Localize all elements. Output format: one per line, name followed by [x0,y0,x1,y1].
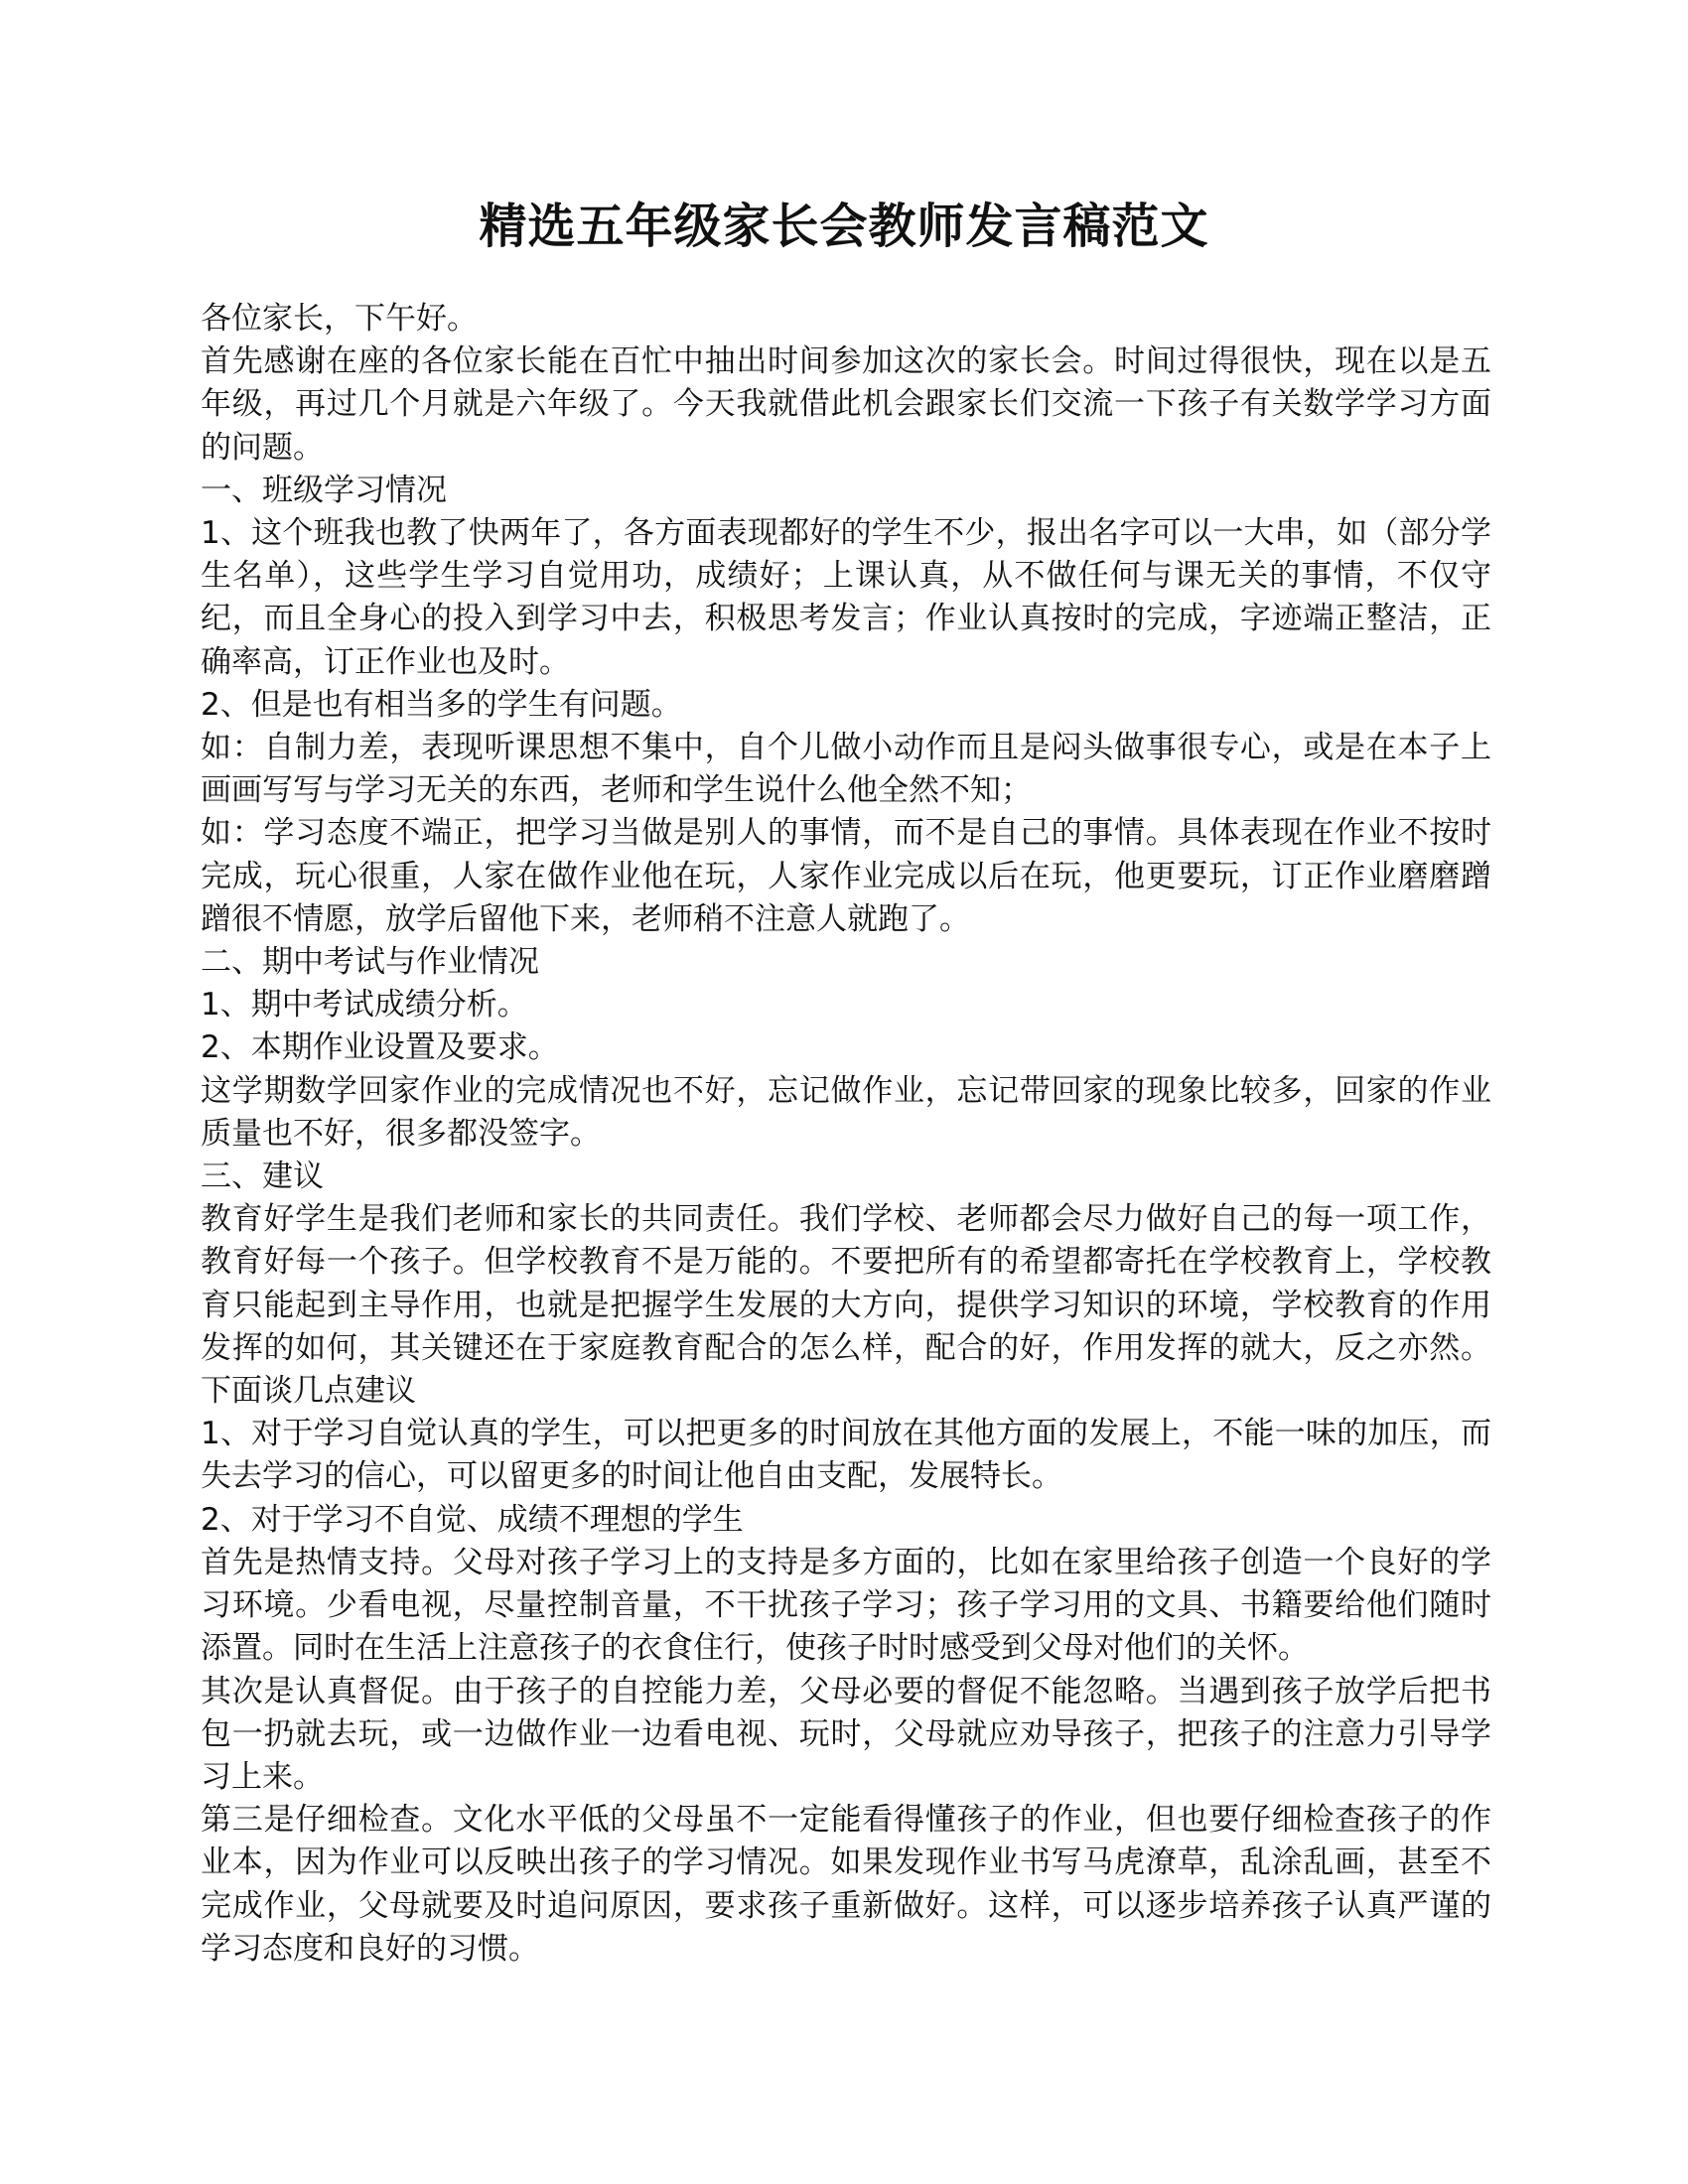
section-heading-class-study: 一、班级学习情况 [201,472,447,508]
body-paragraph: 2、但是也有相当多的学生有问题。 [201,686,682,723]
body-paragraph: 1、期中考试成绩分析。 [201,987,528,1024]
body-paragraph: 其次是认真督促。由于孩子的自控能力差，父母必要的督促不能忽略。当遇到孩子放学后把书包一扔就去玩，或一边做作业一边看电视、玩时，父母就应劝导孩子，把孩子的注意力引导学习上来。 [201,1673,1491,1795]
body-paragraph: 如：自制力差，表现听课思想不集中，自个儿做小动作而且是闷头做事很专心，或是在本子上画画写写与学习无关的东西，老师和学生说什么他全然不知； [201,730,1491,809]
body-paragraph: 第三是仔细检查。文化水平低的父母虽不一定能看得懂孩子的作业，但也要仔细检查孩子的作业本，因为作业可以反映出孩子的学习情况。如果发现作业书写马虎潦草，乱涂乱画，甚至不完成作业，父母就要及时追问原因，要求孩子重新做好。这样，可以逐步培养孩子认真严谨的学习态度和良好的习惯。 [201,1802,1491,1967]
section-heading-exam-homework: 二、期中考试与作业情况 [201,944,539,981]
section-heading-suggestions: 三、建议 [201,1159,324,1195]
body-paragraph: 1、这个班我也教了快两年了，各方面表现都好的学生不少，报出名字可以一大串，如（部分学生名单），这些学生学习自觉用功，成绩好；上课认真，从不做任何与课无关的事情，不仅守纪，而且全身心的投入到学习中去，积极思考发言；作业认真按时的完成，字迹端正整洁，正确率高，订正作业也及时。 [201,515,1491,680]
body-paragraph: 2、本期作业设置及要求。 [201,1029,559,1066]
greeting-paragraph: 各位家长，下午好。 [201,301,478,337]
body-paragraph: 教育好学生是我们老师和家长的共同责任。我们学校、老师都会尽力做好自己的每一项工作，教育好每一个孩子。但学校教育不是万能的。不要把所有的希望都寄托在学校教育上，学校教育只能起到主导作用，也就是把握学生发展的大方向，提供学习知识的环境，学校教育的作用发挥的如何，其关键还在于家庭教育配合的怎么样，配合的好，作用发挥的就大，反之亦然。下面谈几点建议 [201,1201,1491,1410]
intro-paragraph: 首先感谢在座的各位家长能在百忙中抽出时间参加这次的家长会。时间过得很快，现在以是五年级，再过几个月就是六年级了。今天我就借此机会跟家长们交流一下孩子有关数学学习方面的问题。 [201,343,1491,466]
document-title: 精选五年级家长会教师发言稿范文 [479,199,1209,254]
body-paragraph: 2、对于学习不自觉、成绩不理想的学生 [201,1501,744,1538]
body-paragraph: 如：学习态度不端正，把学习当做是别人的事情，而不是自己的事情。具体表现在作业不按时完成，玩心很重，人家在做作业他在玩，人家作业完成以后在玩，他更要玩，订正作业磨磨蹭蹭很不情愿，放学后留他下来，老师稍不注意人就跑了。 [201,815,1491,937]
body-paragraph: 1、对于学习自觉认真的学生，可以把更多的时间放在其他方面的发展上，不能一味的加压，而失去学习的信心，可以留更多的时间让他自由支配，发展特长。 [201,1416,1491,1495]
body-paragraph: 首先是热情支持。父母对孩子学习上的支持是多方面的，比如在家里给孩子创造一个良好的学习环境。少看电视，尽量控制音量，不干扰孩子学习；孩子学习用的文具、书籍要给他们随时添置。同时在生活上注意孩子的衣食住行，使孩子时时感受到父母对他们的关怀。 [201,1544,1491,1667]
document-body [201,298,1491,1971]
body-paragraph: 这学期数学回家作业的完成情况也不好，忘记做作业，忘记带回家的现象比较多，回家的作业质量也不好，很多都没签字。 [201,1072,1491,1152]
